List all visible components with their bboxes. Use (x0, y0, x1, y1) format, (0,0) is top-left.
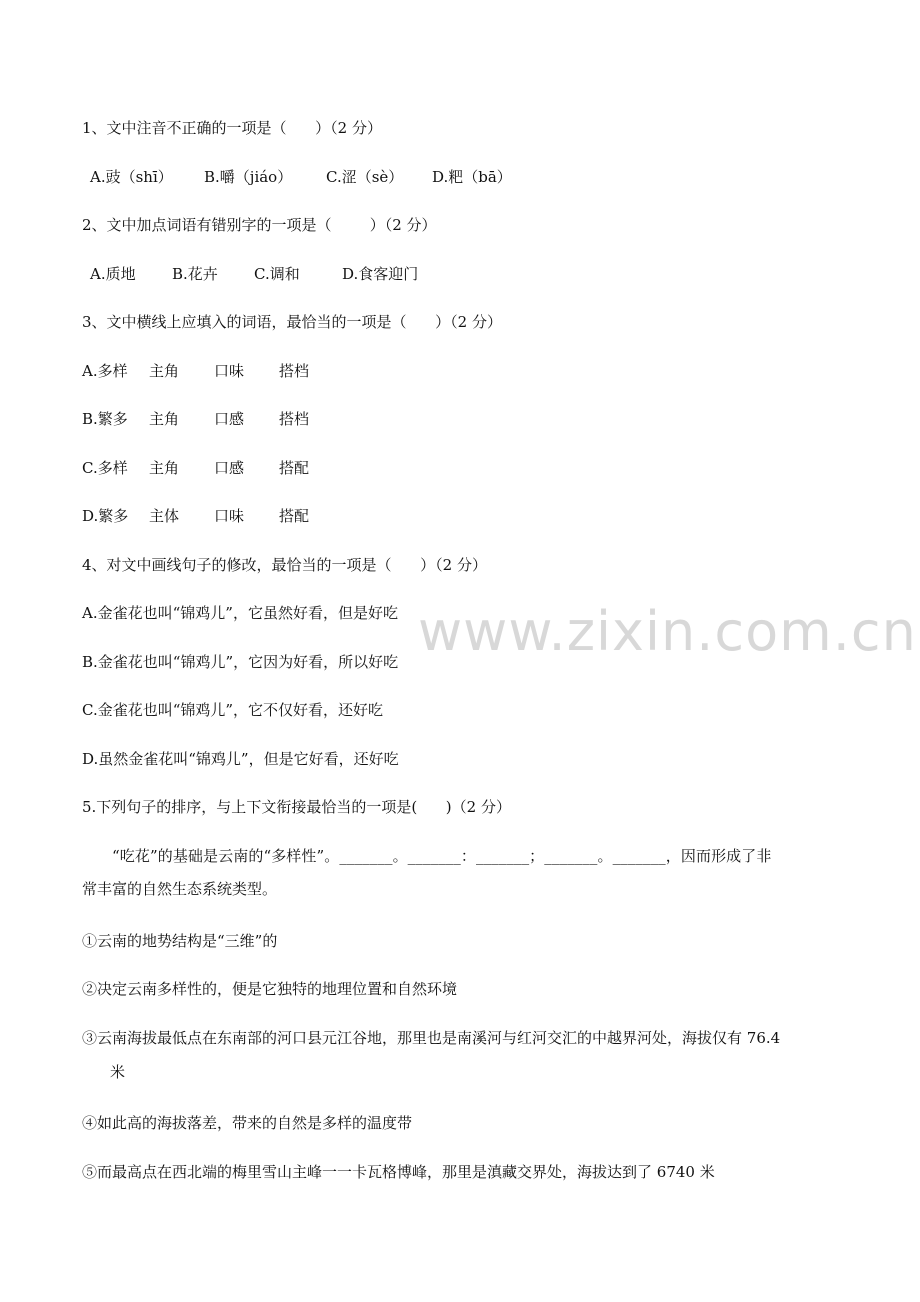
q4-option-b: B.金雀花也叫“锦鸡儿”，它因为好看，所以好吃 (82, 653, 399, 671)
q3-row-c-col-2: 主角 (149, 459, 180, 477)
q1-option-a: A.豉（shī） (90, 168, 173, 186)
watermark: www.zixin.com.cn (418, 600, 917, 663)
q1-option-d: D.粑（bā） (432, 168, 512, 186)
q5-passage-line-2: 常丰富的自然生态系统类型。 (82, 880, 278, 898)
question-4-stem: 4、对文中画线句子的修改，最恰当的一项是（ ）（2 分） (82, 556, 487, 574)
q3-row-d-col-4: 搭配 (279, 507, 310, 525)
q4-option-c: C.金雀花也叫“锦鸡儿”，它不仅好看，还好吃 (82, 701, 384, 719)
question-3-stem: 3、文中横线上应填入的词语，最恰当的一项是（ ）（2 分） (82, 313, 502, 331)
question-1-stem: 1、文中注音不正确的一项是（ ）（2 分） (82, 119, 382, 137)
q5-item-3: ③云南海拔最低点在东南部的河口县元江谷地，那里也是南溪河与红河交汇的中越界河处，海拔仅有 76.4 (82, 1029, 781, 1047)
question-2-stem: 2、文中加点词语有错别字的一项是（ ）（2 分） (82, 216, 437, 234)
q3-row-c-col-1: C.多样 (82, 459, 128, 477)
q2-option-d: D.食客迎门 (342, 265, 419, 283)
q5-item-2: ②决定云南多样性的，便是它独特的地理位置和自然环境 (82, 980, 458, 998)
q2-option-c: C.调和 (254, 265, 300, 283)
q3-row-b-col-3: 口感 (214, 410, 245, 428)
q4-option-d: D.虽然金雀花叫“锦鸡儿”，但是它好看，还好吃 (82, 750, 399, 768)
q5-item-3-continuation: 米 (110, 1063, 126, 1081)
q2-option-a: A.质地 (90, 265, 136, 283)
q2-option-b: B.花卉 (172, 265, 218, 283)
q3-row-a-col-2: 主角 (149, 362, 180, 380)
q3-row-b-col-4: 搭档 (279, 410, 310, 428)
q3-row-c-col-3: 口感 (214, 459, 245, 477)
q3-row-d-col-1: D.繁多 (82, 507, 129, 525)
q5-item-5: ⑤而最高点在西北端的梅里雪山主峰一一卡瓦格博峰，那里是滇藏交界处，海拔达到了 6740 米 (82, 1163, 715, 1181)
q3-row-a-col-3: 口味 (214, 362, 245, 380)
q3-row-c-col-4: 搭配 (279, 459, 310, 477)
q3-row-b-col-1: B.繁多 (82, 410, 128, 428)
q5-passage-line-1: “吃花”的基础是云南的“多样性”。_______。_______：_______；_______。_______，因而形成了非 (112, 847, 772, 865)
q3-row-a-col-4: 搭档 (279, 362, 310, 380)
q3-row-d-col-3: 口味 (214, 507, 245, 525)
q1-option-b: B.嚼（jiáo） (204, 168, 293, 186)
q3-row-b-col-2: 主角 (149, 410, 180, 428)
q5-item-1: ①云南的地势结构是“三维”的 (82, 932, 278, 950)
question-5-stem: 5.下列句子的排序，与上下文衔接最恰当的一项是( )（2 分） (82, 798, 511, 816)
q3-row-a-col-1: A.多样 (82, 362, 128, 380)
q4-option-a: A.金雀花也叫“锦鸡儿”，它虽然好看，但是好吃 (82, 604, 398, 622)
q5-item-4: ④如此高的海拔落差，带来的自然是多样的温度带 (82, 1114, 413, 1132)
q3-row-d-col-2: 主体 (149, 507, 180, 525)
q1-option-c: C.涩（sè） (326, 168, 404, 186)
